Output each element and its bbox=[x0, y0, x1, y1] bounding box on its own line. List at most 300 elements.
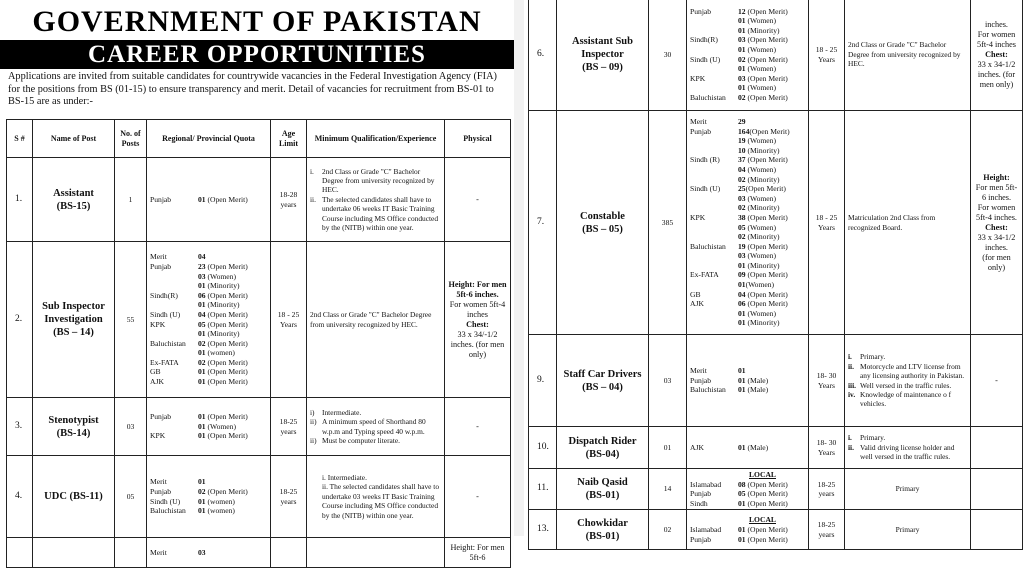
quota-number: 01 bbox=[738, 25, 746, 35]
quota-line bbox=[150, 412, 267, 422]
quota-number: 01 bbox=[738, 525, 746, 535]
quota-region bbox=[150, 348, 198, 358]
serial-cell: 7. bbox=[529, 111, 557, 335]
quota-region: Baluchistan bbox=[150, 338, 186, 348]
serial-cell bbox=[7, 538, 33, 568]
posts-count-cell: 01 bbox=[649, 427, 687, 469]
quota-line bbox=[150, 497, 267, 507]
qualification-item bbox=[848, 390, 967, 409]
quota-note: (Minority) bbox=[745, 318, 780, 328]
quota-number: 03 bbox=[738, 73, 746, 83]
quota-line bbox=[150, 310, 267, 320]
qualification-text: Primary. bbox=[860, 352, 886, 362]
quota-region: Sindh bbox=[690, 498, 708, 508]
quota-cell bbox=[147, 456, 271, 538]
qualification-marker bbox=[310, 473, 322, 482]
physical-line: For women 5ft-4 inches. bbox=[976, 202, 1017, 222]
quota-line bbox=[690, 525, 805, 535]
quota-region: Punjab bbox=[150, 194, 172, 204]
header-posts: No. of Posts bbox=[115, 120, 147, 158]
quota-note: (Minority) bbox=[745, 203, 780, 213]
quota-note: (Open Merit) bbox=[205, 367, 248, 377]
quota-note: (women) bbox=[205, 348, 235, 358]
quota-note: (Open Merit) bbox=[205, 319, 248, 329]
quota-line bbox=[690, 299, 805, 309]
physical-cell bbox=[971, 510, 1023, 550]
quota-number: 01 bbox=[198, 412, 206, 422]
quota-number: 23 bbox=[198, 261, 206, 271]
post-scale: (BS – 05) bbox=[582, 223, 623, 235]
quota-number: 12 bbox=[738, 6, 746, 16]
quota-number: 01 bbox=[738, 442, 746, 452]
table-row bbox=[529, 427, 1023, 469]
quota-line bbox=[690, 376, 805, 386]
quota-count bbox=[738, 16, 805, 26]
quota-region bbox=[690, 261, 738, 271]
quota-count bbox=[738, 376, 805, 386]
quota-line bbox=[150, 329, 267, 339]
quota-number: 01 bbox=[198, 496, 206, 506]
quota-region bbox=[690, 64, 738, 74]
table-row bbox=[7, 158, 511, 242]
quota-note: (Women) bbox=[745, 83, 776, 93]
quota-region bbox=[690, 26, 738, 36]
qualification-text: Primary bbox=[895, 525, 920, 535]
age-limit-cell: 18-25 years bbox=[271, 456, 307, 538]
right-page bbox=[524, 0, 1024, 544]
quota-line bbox=[690, 366, 805, 376]
quota-cell bbox=[687, 0, 809, 111]
quota-count bbox=[738, 194, 805, 204]
quota-line bbox=[690, 175, 805, 185]
qualification-item bbox=[848, 352, 967, 361]
quota-number: 01 bbox=[738, 64, 746, 74]
quota-number: 01 bbox=[738, 318, 746, 328]
quota-region: Islamabad bbox=[690, 525, 722, 535]
posts-count-cell bbox=[115, 538, 147, 568]
quota-count bbox=[738, 146, 805, 156]
quota-line bbox=[690, 489, 805, 499]
quota-note: (Minority) bbox=[745, 260, 780, 270]
quota-count bbox=[198, 506, 267, 516]
qualification-marker: ii. bbox=[310, 194, 316, 204]
quota-region bbox=[150, 300, 198, 310]
quota-note: (Women) bbox=[745, 251, 776, 261]
qualification-marker: iii. bbox=[848, 380, 857, 390]
physical-line: For women 5ft-4 inches bbox=[449, 299, 506, 319]
quota-cell bbox=[687, 427, 809, 469]
qualification-item bbox=[310, 408, 441, 417]
quota-count bbox=[198, 329, 267, 339]
quota-note: (Open Merit) bbox=[745, 299, 788, 309]
qualification-text: 2nd Class or Grade "C" Bachelor Degree from university recognized by HEC. bbox=[322, 166, 435, 195]
quota-line bbox=[690, 280, 805, 290]
quota-count bbox=[198, 300, 267, 310]
quota-number: 01 bbox=[738, 385, 746, 395]
post-name: Constable bbox=[580, 210, 625, 222]
quota-count bbox=[198, 291, 267, 301]
quota-region: Merit bbox=[690, 366, 707, 376]
quota-region: Punjab bbox=[690, 489, 712, 499]
physical-cell bbox=[445, 538, 511, 568]
qualification-item bbox=[848, 362, 967, 381]
post-name-cell bbox=[33, 456, 115, 538]
qualification-marker: ii) bbox=[310, 417, 317, 427]
quota-note: (Open Merit) bbox=[745, 241, 788, 251]
posts-count-cell: 30 bbox=[649, 0, 687, 111]
quota-count bbox=[738, 64, 805, 74]
qualification-text: Knowledge of maintenance o f vehicles. bbox=[860, 389, 952, 409]
qualification-text: Matriculation 2nd Class from recognized Board. bbox=[848, 213, 936, 232]
quota-note: (Women) bbox=[745, 280, 775, 290]
quota-region bbox=[690, 318, 738, 328]
quota-cell bbox=[147, 242, 271, 398]
quota-line bbox=[690, 232, 805, 242]
quota-line bbox=[150, 300, 267, 310]
table-row bbox=[7, 456, 511, 538]
quota-region bbox=[150, 272, 198, 282]
quota-note: (Women) bbox=[745, 64, 776, 74]
quota-count bbox=[738, 318, 805, 328]
quota-line bbox=[690, 16, 805, 26]
quota-note: (Male) bbox=[745, 385, 769, 395]
quota-number: 01 bbox=[198, 329, 206, 339]
quota-note: (Minority) bbox=[205, 300, 240, 310]
physical-text: - bbox=[995, 375, 998, 385]
quota-region bbox=[690, 175, 738, 185]
quota-region: Ex-FATA bbox=[690, 270, 719, 280]
quota-number: 01 bbox=[198, 377, 206, 387]
quota-region bbox=[150, 281, 198, 291]
qualification-list bbox=[310, 167, 441, 233]
quota-note: (Open Merit) bbox=[749, 126, 790, 136]
quota-count bbox=[198, 431, 267, 441]
quota-local-label: LOCAL bbox=[748, 515, 776, 525]
quota-count bbox=[738, 280, 805, 290]
posts-count-cell: 385 bbox=[649, 111, 687, 335]
quota-region: Merit bbox=[150, 547, 167, 557]
quota-count bbox=[198, 412, 267, 422]
quota-line bbox=[150, 348, 267, 358]
quota-number: 03 bbox=[738, 251, 746, 261]
quota-region: AJK bbox=[690, 299, 704, 309]
qualification-item bbox=[310, 473, 441, 482]
quota-note: (Women) bbox=[205, 271, 236, 281]
age-limit-cell: 18-25 years bbox=[809, 510, 845, 550]
quota-note: (Open Merit) bbox=[205, 194, 248, 204]
quota-line bbox=[690, 318, 805, 328]
quota-line bbox=[690, 184, 805, 194]
quota-count bbox=[738, 232, 805, 242]
quota-number: 01 bbox=[738, 308, 746, 318]
quota-note: (Women) bbox=[745, 193, 776, 203]
qualification-cell bbox=[845, 427, 971, 469]
quota-note: (Women) bbox=[745, 308, 776, 318]
quota-count bbox=[738, 499, 805, 509]
quota-count bbox=[738, 93, 805, 103]
quota-note: (Open Merit) bbox=[745, 479, 788, 489]
quota-count bbox=[738, 242, 805, 252]
table-row bbox=[529, 510, 1023, 550]
quota-number: 01 bbox=[738, 375, 746, 385]
quota-number: 19 bbox=[738, 241, 746, 251]
quota-count bbox=[198, 310, 267, 320]
subheading-banner: CAREER OPPORTUNITIES bbox=[0, 40, 514, 69]
physical-text: - bbox=[476, 194, 479, 204]
quota-region bbox=[690, 194, 738, 204]
post-name-cell bbox=[33, 242, 115, 398]
physical-line: For women 5ft-4 inches bbox=[977, 29, 1016, 49]
qualification-cell bbox=[845, 510, 971, 550]
header-age: Age Limit bbox=[271, 120, 307, 158]
quota-number: 01 bbox=[738, 498, 746, 508]
quota-count bbox=[738, 74, 805, 84]
quota-number: 25 bbox=[738, 184, 746, 194]
quota-note: (Open Merit) bbox=[745, 498, 788, 508]
qualification-cell bbox=[845, 111, 971, 335]
quota-region bbox=[690, 45, 738, 55]
qualification-text: Valid driving license holder and well versed in the traffic rules. bbox=[860, 442, 955, 462]
quota-region: GB bbox=[690, 289, 701, 299]
quota-number: 164 bbox=[738, 126, 750, 136]
quota-number: 02 bbox=[198, 338, 206, 348]
physical-line: 33 x 34-1/2 inches. bbox=[977, 232, 1016, 252]
age-limit-cell: 18- 30 Years bbox=[809, 335, 845, 427]
quota-region bbox=[690, 203, 738, 213]
qualification-item bbox=[848, 443, 967, 462]
quota-region: Merit bbox=[150, 252, 167, 262]
quota-line bbox=[690, 385, 805, 395]
physical-line: 33 x 34/-1/2 inches. (for men only) bbox=[450, 329, 505, 359]
quota-note: (Open Merit) bbox=[745, 525, 788, 535]
quota-cell bbox=[147, 158, 271, 242]
quota-count bbox=[738, 155, 805, 165]
quota-region: KPK bbox=[150, 431, 166, 441]
quota-count bbox=[738, 127, 805, 137]
header-sn: S # bbox=[7, 120, 33, 158]
quota-line bbox=[150, 477, 267, 487]
quota-line bbox=[690, 7, 805, 17]
quota-count bbox=[198, 377, 267, 387]
quota-region: Sindh(R) bbox=[150, 290, 178, 300]
quota-number: 09 bbox=[738, 270, 746, 280]
quota-line bbox=[690, 26, 805, 36]
post-name: Naib Qasid bbox=[577, 477, 628, 489]
quota-number: 01 bbox=[198, 300, 206, 310]
page-divider bbox=[514, 0, 524, 536]
qualification-marker: i. bbox=[848, 433, 852, 443]
left-page bbox=[0, 0, 514, 562]
qualification-marker bbox=[310, 482, 322, 520]
physical-text: - bbox=[476, 421, 479, 431]
quota-number: 01 bbox=[738, 280, 746, 290]
qualification-item bbox=[310, 482, 441, 520]
posts-count-cell: 03 bbox=[649, 335, 687, 427]
qualification-text: The selected candidates shall have to undertake 06 weeks IT Basic Training Course including MS Office conducted by the (NITB) within one year. bbox=[322, 194, 439, 233]
quota-number: 19 bbox=[738, 136, 746, 146]
qualification-text: i. Intermediate. bbox=[322, 472, 367, 482]
quota-note: (Open Merit) bbox=[745, 212, 788, 222]
quota-number: 01 bbox=[198, 281, 206, 291]
physical-cell bbox=[971, 469, 1023, 510]
quota-count bbox=[738, 45, 805, 55]
quota-region bbox=[690, 136, 738, 146]
quota-line bbox=[150, 195, 267, 205]
physical-text: - bbox=[476, 491, 479, 501]
quota-note: (Minority) bbox=[745, 25, 780, 35]
age-limit-cell: 18-25 years bbox=[271, 398, 307, 456]
quota-cell bbox=[687, 510, 809, 550]
qualification-cell bbox=[307, 398, 445, 456]
age-limit-cell: 18 - 25 Years bbox=[809, 111, 845, 335]
quota-count bbox=[738, 270, 805, 280]
quota-line bbox=[690, 480, 805, 490]
quota-number: 03 bbox=[738, 193, 746, 203]
quota-note: (Minority) bbox=[205, 329, 240, 339]
quota-number: 29 bbox=[738, 116, 746, 126]
serial-cell: 11. bbox=[529, 469, 557, 510]
quota-number: 08 bbox=[738, 479, 746, 489]
table-header-row bbox=[7, 120, 511, 158]
age-limit-cell: 18 - 25 Years bbox=[271, 242, 307, 398]
quota-note: (Women) bbox=[745, 136, 776, 146]
quota-count bbox=[738, 117, 805, 127]
quota-line bbox=[150, 431, 267, 441]
quota-count bbox=[738, 480, 805, 490]
serial-cell: 4. bbox=[7, 456, 33, 538]
quota-count bbox=[198, 367, 267, 377]
quota-region: KPK bbox=[150, 319, 166, 329]
quota-note: (Minority) bbox=[745, 174, 780, 184]
quota-line bbox=[690, 155, 805, 165]
post-scale: (BS-14) bbox=[56, 427, 91, 439]
quota-line bbox=[690, 127, 805, 137]
posts-count-cell: 55 bbox=[115, 242, 147, 398]
physical-cell bbox=[971, 0, 1023, 111]
quota-number: 01 bbox=[198, 421, 206, 431]
qualification-text: Primary bbox=[895, 484, 920, 494]
quota-cell bbox=[687, 335, 809, 427]
qualification-item bbox=[310, 436, 441, 445]
quota-line bbox=[690, 213, 805, 223]
post-name: UDC (BS-11) bbox=[44, 491, 103, 502]
quota-note: (Male) bbox=[745, 442, 769, 452]
qualification-text: Intermediate. bbox=[322, 407, 362, 417]
quota-number: 01 bbox=[738, 83, 746, 93]
qualification-item bbox=[310, 417, 441, 436]
quota-note: (Male) bbox=[745, 375, 769, 385]
quota-note: (Open Merit) bbox=[205, 412, 248, 422]
physical-cell bbox=[971, 427, 1023, 469]
quota-count bbox=[198, 477, 267, 487]
quota-count bbox=[738, 261, 805, 271]
quota-count bbox=[198, 348, 267, 358]
posts-count-cell: 14 bbox=[649, 469, 687, 510]
quota-number: 01 bbox=[198, 477, 206, 487]
qualification-marker: i) bbox=[310, 407, 315, 417]
quota-note: (Open Merit) bbox=[745, 489, 788, 499]
quota-note: (Open Merit) bbox=[745, 92, 788, 102]
quota-region: Punjab bbox=[690, 126, 712, 136]
header-physical: Physical bbox=[445, 120, 511, 158]
quota-cell bbox=[147, 538, 271, 568]
quota-region: AJK bbox=[690, 442, 704, 452]
quota-region: Merit bbox=[690, 116, 707, 126]
quota-line bbox=[150, 339, 267, 349]
quota-region: KPK bbox=[690, 212, 706, 222]
quota-number: 03 bbox=[198, 271, 206, 281]
quota-count bbox=[738, 35, 805, 45]
quota-line bbox=[150, 487, 267, 497]
qualification-text: Well versed in the traffic rules. bbox=[860, 380, 952, 390]
quota-count bbox=[198, 339, 267, 349]
physical-line: For men 5ft-6 inches. bbox=[975, 182, 1018, 202]
physical-line: (for men only) bbox=[982, 252, 1011, 272]
quota-line bbox=[690, 223, 805, 233]
header-qualification: Minimum Qualification/Experience bbox=[307, 120, 445, 158]
qualification-text: 2nd Class or Grade "C" Bachelor Degree from university recognized by HEC. bbox=[310, 310, 432, 329]
quota-number: 05 bbox=[198, 319, 206, 329]
quota-number: 37 bbox=[738, 155, 746, 165]
quota-count bbox=[738, 136, 805, 146]
quota-region: Baluchistan bbox=[690, 241, 726, 251]
quota-line bbox=[690, 309, 805, 319]
quota-note: (Open Merit) bbox=[745, 35, 788, 45]
quota-note: (Open Merit) bbox=[205, 338, 248, 348]
quota-region: Baluchistan bbox=[690, 92, 726, 102]
quota-count bbox=[198, 262, 267, 272]
physical-line: Chest: bbox=[985, 49, 1008, 59]
quota-line bbox=[150, 281, 267, 291]
quota-line bbox=[150, 422, 267, 432]
heading: GOVERNMENT OF PAKISTAN bbox=[32, 5, 482, 38]
quota-count bbox=[738, 223, 805, 233]
qualification-item bbox=[848, 433, 967, 442]
qualification-marker: ii) bbox=[310, 435, 317, 445]
quota-note: (Open Merit) bbox=[205, 290, 248, 300]
serial-cell: 13. bbox=[529, 510, 557, 550]
posts-count-cell: 02 bbox=[649, 510, 687, 550]
post-name-cell bbox=[557, 427, 649, 469]
quota-line bbox=[150, 358, 267, 368]
quota-number: 05 bbox=[738, 222, 746, 232]
post-name: Staff Car Drivers bbox=[563, 368, 642, 380]
quota-note: (Minority) bbox=[745, 145, 780, 155]
quota-note: (Women) bbox=[745, 16, 776, 26]
quota-number: 03 bbox=[738, 35, 746, 45]
quota-number: 02 bbox=[738, 174, 746, 184]
quota-region: Baluchistan bbox=[690, 385, 726, 395]
quota-count bbox=[738, 299, 805, 309]
quota-line bbox=[150, 506, 267, 516]
intro-paragraph: Applications are invited from suitable candidates for countrywide vacancies in the Federal Investigation Agency (FIA) for the positions from BS (01-15) to ensure transparency and merit. Detail of vacancies for recruitment from BS-01 to BS-15 are as under:- bbox=[8, 71, 497, 107]
quota-count bbox=[198, 272, 267, 282]
quota-line bbox=[690, 261, 805, 271]
quota-region: Merit bbox=[150, 477, 167, 487]
quota-region bbox=[690, 232, 738, 242]
physical-cell bbox=[971, 111, 1023, 335]
quota-number: 02 bbox=[738, 54, 746, 64]
post-name-cell bbox=[557, 335, 649, 427]
post-scale: (BS-01) bbox=[585, 530, 620, 542]
serial-cell: 1. bbox=[7, 158, 33, 242]
physical-cell bbox=[971, 335, 1023, 427]
quota-region: AJK bbox=[150, 377, 164, 387]
quota-region: Sindh (U) bbox=[690, 54, 721, 64]
quota-count bbox=[738, 165, 805, 175]
post-name: Assistant bbox=[53, 187, 94, 199]
post-name: Dispatch Rider bbox=[568, 435, 637, 447]
